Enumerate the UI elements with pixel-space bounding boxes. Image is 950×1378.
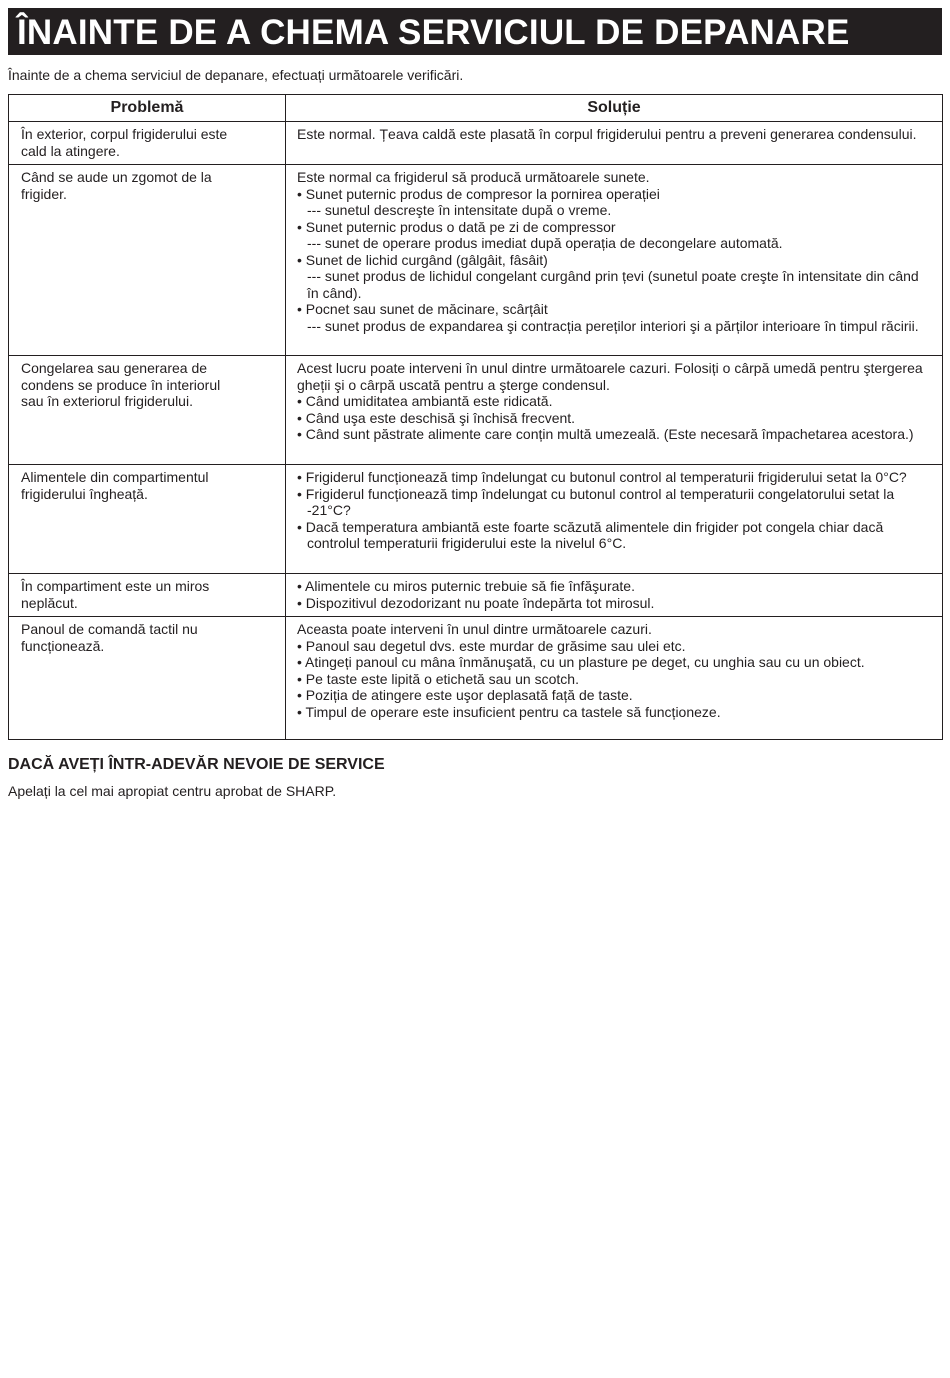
solution-bullet: • Sunet puternic produs o dată pe zi de compressor — [297, 218, 616, 235]
solution-bullet: • Panoul sau degetul dvs. este murdar de grăsime sau ulei etc. — [297, 637, 686, 654]
problem-text-line: neplăcut. — [21, 594, 78, 611]
solution-cell — [286, 617, 943, 740]
solution-column-header: Soluție — [286, 95, 943, 122]
problem-text-line: frigider. — [21, 185, 67, 202]
problem-cell — [9, 617, 286, 740]
table-row — [9, 122, 943, 165]
problem-text-line: Alimentele din compartimentul — [21, 469, 209, 485]
solution-bullet: • Dacă temperatura ambiantă este foarte scăzută alimentele din frigider pot congela chiar dacă controlul temperaturii frigiderului este la nivelul 6°C. — [297, 518, 884, 551]
solution-bullet: • Sunet puternic produs de compresor la pornirea operației — [297, 185, 660, 202]
problem-cell — [9, 465, 286, 574]
solution-bullet: • Poziția de atingere este uşor deplasată față de taste. — [297, 687, 633, 703]
service-text: Apelați la cel mai apropiat centru aprobat de SHARP. — [8, 783, 337, 799]
solution-bullet: • Pe taste este lipită o etichetă sau un scotch. — [297, 670, 579, 687]
solution-cell — [286, 165, 943, 356]
solution-sub-note: --- sunetul descreşte în intensitate după o vreme. — [307, 202, 612, 218]
problem-cell — [9, 165, 286, 356]
table-row — [9, 465, 943, 574]
problem-text-line: condens se produce în interiorul — [21, 376, 221, 393]
solution-cell — [286, 465, 943, 574]
troubleshooting-table — [8, 94, 943, 740]
solution-sub-note: --- sunet produs de lichidul congelant curgând prin țevi (sunetul poate creşte în intensitate din când în când). — [307, 268, 919, 301]
problem-cell — [9, 574, 286, 617]
problem-text-line: Când se aude un zgomot de la — [21, 169, 212, 185]
problem-text-line: În exterior, corpul frigiderului este — [21, 126, 228, 142]
solution-bullet: • Când umiditatea ambiantă este ridicată. — [297, 393, 553, 409]
table-row — [9, 617, 943, 740]
page-title: ÎNAINTE DE A CHEMA SERVICIUL DE DEPANARE — [8, 8, 942, 55]
solution-bullet: • Frigiderul funcționează timp îndelungat cu butonul control al temperaturii congelatorului setat la -21°C? — [297, 485, 895, 518]
problem-column-header: Problemă — [9, 95, 286, 122]
problem-text-line: funcționează. — [21, 637, 105, 654]
solution-bullet: • Dispozitivul dezodorizant nu poate îndepărta tot mirosul. — [297, 594, 655, 611]
problem-text-line: frigiderului îngheață. — [21, 485, 148, 502]
table-header-row — [9, 95, 943, 122]
solution-cell — [286, 122, 943, 165]
solution-sub-note: --- sunet produs de expandarea şi contracția pereților interiori şi a părților interioare în timpul răcirii. — [307, 317, 919, 334]
problem-cell — [9, 356, 286, 465]
solution-bullet: • Timpul de operare este insuficient pentru ca tastele să funcționeze. — [297, 703, 721, 720]
table-row — [9, 165, 943, 356]
solution-text: Este normal ca frigiderul să producă următoarele sunete. — [297, 169, 650, 185]
problem-text-line: Panoul de comandă tactil nu — [21, 621, 198, 637]
solution-cell — [286, 356, 943, 465]
solution-text: Este normal. Țeava caldă este plasată în corpul frigiderului pentru a preveni generarea condensului. — [297, 126, 917, 142]
solution-bullet: • Pocnet sau sunet de măcinare, scârțâit — [297, 301, 548, 317]
problem-text-line: sau în exteriorul frigiderului. — [21, 393, 193, 409]
solution-bullet: • Frigiderul funcționează timp îndelungat cu butonul control al temperaturii frigiderului setat la 0°C? — [297, 469, 907, 485]
solution-sub-note: --- sunet de operare produs imediat după operația de decongelare automată. — [307, 235, 783, 251]
table-row — [9, 574, 943, 617]
intro-text: Înainte de a chema serviciul de depanare, efectuați următoarele verificări. — [8, 67, 464, 83]
solution-bullet: • Când uşa este deschisă şi închisă frecvent. — [297, 409, 576, 426]
problem-cell — [9, 122, 286, 165]
solution-bullet: • Atingeți panoul cu mâna înmănuşată, cu un plasture pe deget, cu unghia sau cu un obiect. — [297, 654, 865, 670]
document-page — [8, 8, 942, 799]
solution-text: Aceasta poate interveni în unul dintre următoarele cazuri. — [297, 621, 652, 637]
problem-text-line: Congelarea sau generarea de — [21, 360, 208, 376]
solution-cell — [286, 574, 943, 617]
table-row — [9, 356, 943, 465]
service-heading: DACĂ AVEȚI ÎNTR-ADEVĂR NEVOIE DE SERVICE — [8, 756, 385, 773]
solution-bullet: • Când sunt păstrate alimente care conțin multă umezeală. (Este necesară împachetarea acestora.) — [297, 426, 914, 442]
solution-bullet: • Sunet de lichid curgând (gâlgâit, fâsâit) — [297, 251, 548, 268]
problem-text-line: cald la atingere. — [21, 142, 120, 159]
solution-bullet: • Alimentele cu miros puternic trebuie să fie înfăşurate. — [297, 578, 635, 594]
problem-text-line: În compartiment este un miros — [21, 578, 210, 594]
solution-text: Acest lucru poate interveni în unul dintre următoarele cazuri. Folosiți o cârpă umedă pentru ştergerea gheții şi o cârpă uscată pentru a şterge condensul. — [297, 360, 923, 393]
